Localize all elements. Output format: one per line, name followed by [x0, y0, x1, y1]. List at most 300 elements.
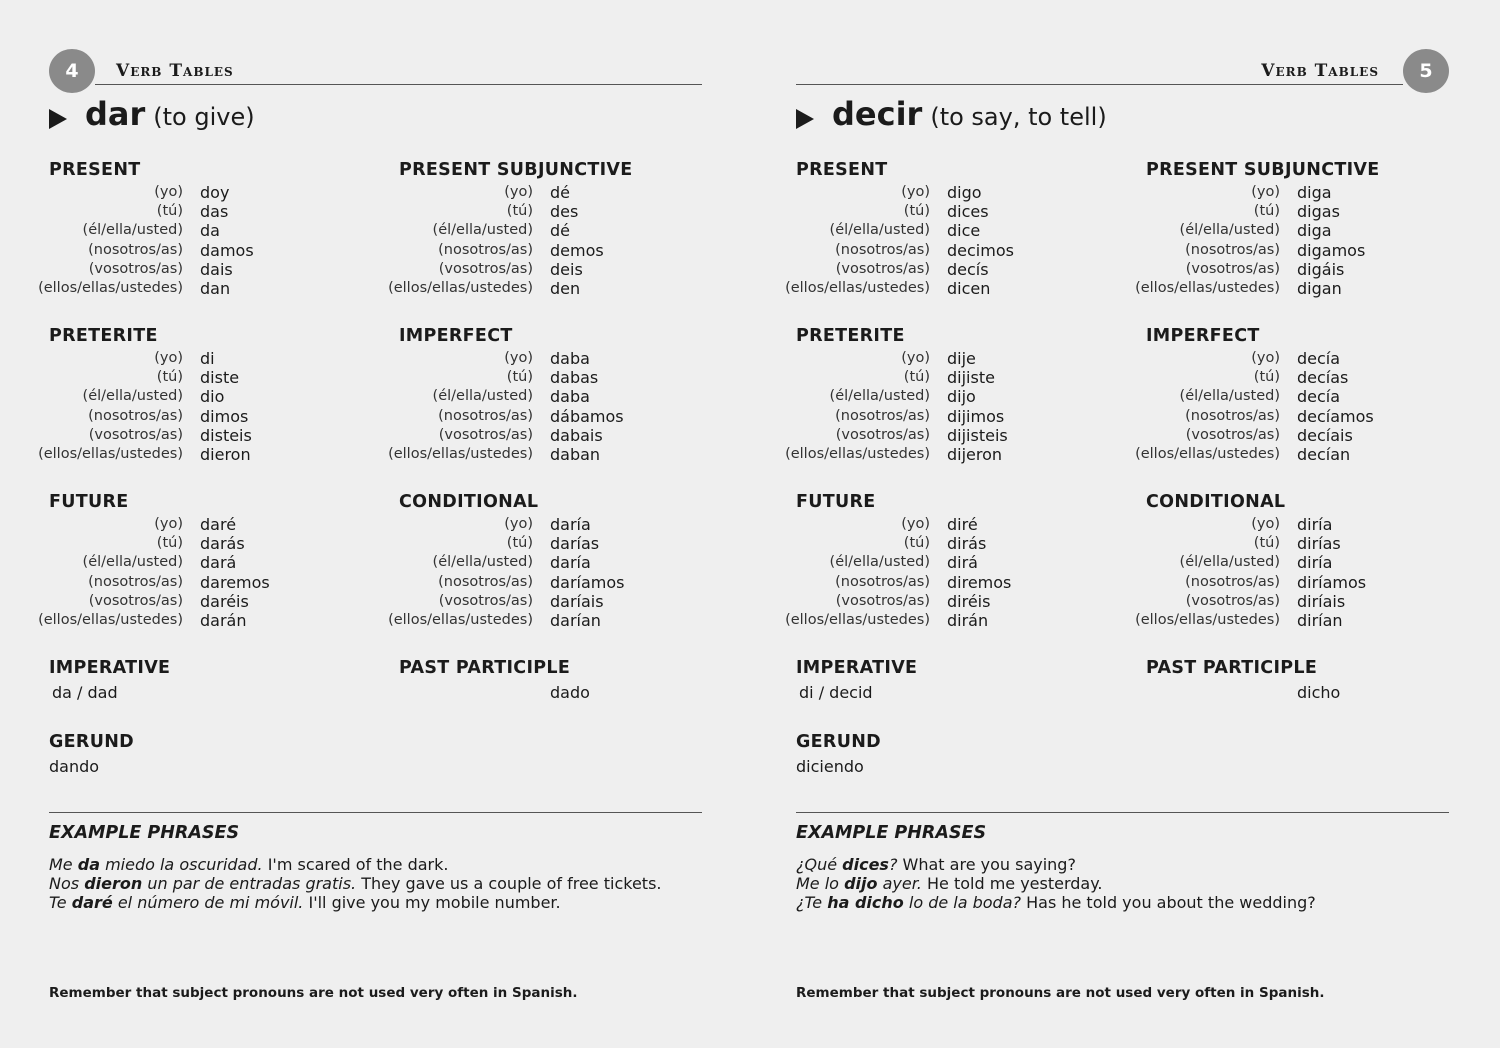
conjugation-row: [796, 407, 1096, 426]
conjugation-row: [796, 241, 1096, 260]
conjugation-row: [49, 221, 349, 240]
example-phrase: [796, 855, 1449, 874]
section-title: PRESENT: [796, 160, 888, 180]
pronoun-label: (ellos/ellas/ustedes): [38, 279, 183, 296]
conjugation-row: [399, 407, 699, 426]
verb-form: dábamos: [550, 406, 624, 426]
conjugation-row: [1146, 573, 1446, 592]
conjugation-row: [399, 553, 699, 572]
conjugation-row: [399, 183, 699, 202]
conjugation-row: [388, 444, 699, 464]
conjugation-row: [1146, 407, 1446, 426]
verb-form: dabas: [550, 368, 599, 388]
section-preterite: [38, 323, 349, 464]
highlighted-verb: dijo: [844, 874, 878, 893]
conjugation-row: [399, 221, 699, 240]
verb-form: diste: [200, 368, 240, 388]
section-conditional: [1135, 489, 1446, 630]
verb-heading: [796, 95, 1107, 133]
example-phrase: [49, 874, 702, 893]
english-translation: I'll give you my mobile number.: [303, 893, 561, 912]
conjugation-row: [49, 368, 349, 387]
pronoun-label: (ellos/ellas/ustedes): [388, 445, 533, 462]
section-present: [38, 157, 349, 298]
verb-form: decíais: [1297, 425, 1353, 445]
example-phrases: [796, 855, 1449, 912]
conjugation-row: [796, 534, 1096, 553]
verb-form: dirás: [947, 534, 987, 554]
english-translation: I'm scared of the dark.: [262, 855, 449, 874]
verb-form: daba: [550, 387, 590, 407]
pronoun-label: (él/ella/usted): [829, 388, 930, 405]
verb-translation: (to say, to tell): [930, 103, 1107, 131]
pronoun-label: (ellos/ellas/ustedes): [388, 279, 533, 296]
pronoun-label: (vosotros/as): [88, 260, 183, 277]
pronoun-label: (vosotros/as): [88, 592, 183, 609]
verb-form: dé: [550, 221, 570, 241]
verb-heading: [49, 95, 255, 133]
section-title: CONDITIONAL: [1146, 492, 1286, 512]
verb-form: dijiste: [947, 368, 995, 388]
verb-form: dan: [200, 278, 231, 298]
conjugation-row: [1146, 534, 1446, 553]
pronoun-label: (yo): [1251, 350, 1280, 366]
verb-form: digo: [947, 183, 982, 202]
section-future: [785, 489, 1096, 630]
section-conditional: [388, 489, 699, 630]
spanish-text: ¿Te: [796, 893, 828, 912]
conjugation-row: [796, 368, 1096, 387]
pronoun-label: (él/ella/usted): [82, 388, 183, 405]
verb-form: decías: [1297, 368, 1349, 388]
pronoun-label: (tú): [903, 369, 930, 386]
conjugation-row: [1146, 426, 1446, 445]
verb-form: diría: [1297, 553, 1333, 573]
spanish-text: lo de la boda?: [903, 893, 1022, 912]
conjugation-row: [49, 592, 349, 611]
verb-form: damos: [200, 240, 254, 260]
conjugation-row: [1146, 183, 1446, 202]
pronoun-label: (tú): [1253, 203, 1280, 220]
pronoun-label: (nosotros/as): [1185, 573, 1280, 590]
pronoun-label: (nosotros/as): [835, 241, 930, 258]
verb-form: decíamos: [1297, 406, 1374, 426]
conjugation-row: [38, 444, 349, 464]
pronoun-label: (nosotros/as): [835, 407, 930, 424]
verb-form: decís: [947, 259, 989, 279]
example-rule: [796, 812, 1449, 813]
pronoun-label: (ellos/ellas/ustedes): [38, 445, 183, 462]
section-title: PRESENT SUBJUNCTIVE: [399, 160, 633, 180]
verb-form: darán: [200, 610, 247, 630]
section-present: [785, 157, 1096, 298]
verb-form: dijimos: [947, 406, 1005, 426]
conjugation-row: [796, 553, 1096, 572]
verb-form: diré: [947, 515, 978, 534]
example-phrase: [796, 874, 1449, 893]
pronoun-label: (ellos/ellas/ustedes): [785, 279, 930, 296]
pronoun-label: (vosotros/as): [1185, 592, 1280, 609]
pronoun-label: (él/ella/usted): [1179, 388, 1280, 405]
verb-form: dijeron: [947, 444, 1003, 464]
verb-form: dice: [947, 221, 981, 241]
spanish-phrase: [49, 855, 263, 874]
verb-form: dieron: [200, 444, 251, 464]
verb-form: diríais: [1297, 591, 1346, 611]
verb-form: dais: [200, 259, 233, 279]
verb-form: den: [550, 278, 581, 298]
conjugation-row: [399, 387, 699, 406]
verb-form: di: [200, 349, 215, 368]
conjugation-row: [399, 368, 699, 387]
pronoun-label: (tú): [506, 369, 533, 386]
conjugation-row: [49, 349, 349, 368]
spanish-text: ayer.: [877, 874, 922, 893]
verb-form: dirías: [1297, 534, 1341, 554]
verb-form: daré: [200, 515, 237, 534]
section-title: FUTURE: [49, 492, 129, 512]
past-participle-form: dado: [550, 683, 590, 702]
conjugation-row: [399, 349, 699, 368]
conjugation-row: [1146, 349, 1446, 368]
verb-form: dices: [947, 202, 989, 222]
section-future: [38, 489, 349, 630]
verb-form: dabais: [550, 425, 603, 445]
pronoun-label: (yo): [154, 516, 183, 532]
conjugation-row: [49, 202, 349, 221]
conjugation-row: [388, 278, 699, 298]
section-preterite: [785, 323, 1096, 464]
right-page: [785, 0, 1449, 1048]
header-rule: [796, 84, 1403, 85]
verb-form: dije: [947, 349, 976, 368]
verb-form: dicen: [947, 278, 991, 298]
pronoun-label: (tú): [506, 203, 533, 220]
highlighted-verb: dieron: [84, 874, 143, 893]
pronoun-label: (vosotros/as): [835, 426, 930, 443]
conjugation-row: [49, 573, 349, 592]
pronoun-label: (vosotros/as): [438, 260, 533, 277]
pronoun-label: (él/ella/usted): [432, 388, 533, 405]
pronoun-label: (vosotros/as): [88, 426, 183, 443]
conjugation-row: [1135, 278, 1446, 298]
section-title: PAST PARTICIPLE: [399, 658, 571, 678]
conjugation-row: [796, 515, 1096, 534]
verb-form: dijisteis: [947, 425, 1008, 445]
section-title: IMPERATIVE: [796, 658, 918, 678]
conjugation-row: [796, 260, 1096, 279]
conjugation-row: [785, 444, 1096, 464]
verb-form: digas: [1297, 202, 1340, 222]
example-phrase: [796, 893, 1449, 912]
verb-form: decía: [1297, 387, 1341, 407]
pronoun-label: (tú): [506, 535, 533, 552]
pronoun-label: (ellos/ellas/ustedes): [1135, 611, 1280, 628]
left-page: [38, 0, 702, 1048]
section-title: IMPERFECT: [399, 326, 513, 346]
pronoun-label: (yo): [504, 350, 533, 366]
conjugation-row: [1146, 387, 1446, 406]
verb-form: das: [200, 202, 229, 222]
verb-form: digan: [1297, 278, 1342, 298]
english-translation: He told me yesterday.: [921, 874, 1103, 893]
conjugation-row: [399, 573, 699, 592]
verb-form: dará: [200, 553, 237, 573]
pronoun-label: (vosotros/as): [438, 426, 533, 443]
verb-form: disteis: [200, 425, 252, 445]
pronoun-label: (yo): [1251, 184, 1280, 200]
conjugation-row: [1146, 368, 1446, 387]
spanish-text: Te: [49, 893, 72, 912]
conjugation-row: [399, 426, 699, 445]
verb-form: doy: [200, 183, 230, 202]
pronoun-label: (yo): [1251, 516, 1280, 532]
pronoun-label: (yo): [901, 350, 930, 366]
pronoun-label: (ellos/ellas/ustedes): [388, 611, 533, 628]
play-triangle-icon: [796, 109, 814, 129]
pronoun-label: (yo): [901, 516, 930, 532]
conjugation-row: [796, 426, 1096, 445]
spanish-phrase: [49, 893, 303, 912]
verb-form: diga: [1297, 183, 1332, 202]
pronoun-label: (tú): [1253, 369, 1280, 386]
pronoun-label: (yo): [504, 184, 533, 200]
verb-form: des: [550, 202, 579, 222]
past-participle-form: dicho: [1297, 683, 1341, 702]
pronoun-label: (yo): [154, 184, 183, 200]
spanish-text: un par de entradas gratis.: [142, 874, 357, 893]
section-title: PAST PARTICIPLE: [1146, 658, 1318, 678]
english-translation: What are you saying?: [897, 855, 1076, 874]
conjugation-row: [399, 260, 699, 279]
conjugation-row: [796, 183, 1096, 202]
section-title: GERUND: [796, 732, 881, 752]
conjugation-row: [49, 387, 349, 406]
conjugation-row: [1146, 592, 1446, 611]
section-title: IMPERATIVE: [49, 658, 171, 678]
verb-form: daréis: [200, 591, 249, 611]
verb-form: daban: [550, 444, 601, 464]
spanish-text: miedo la oscuridad.: [99, 855, 263, 874]
header-rule: [95, 84, 702, 85]
page-number-badge: 5: [1403, 49, 1449, 93]
conjugation-row: [1146, 241, 1446, 260]
pronoun-label: (nosotros/as): [1185, 241, 1280, 258]
verb-form: daría: [550, 515, 591, 534]
conjugation-row: [49, 260, 349, 279]
imperative-forms: da / dad: [52, 683, 118, 702]
spanish-text: Nos: [49, 874, 85, 893]
running-header: Verb Tables: [116, 61, 234, 81]
verb-form: dirán: [947, 610, 989, 630]
conjugation-row: [785, 610, 1096, 630]
pronoun-label: (tú): [156, 203, 183, 220]
verb-form: daríais: [550, 591, 604, 611]
pronoun-label: (vosotros/as): [1185, 260, 1280, 277]
section-title: PRETERITE: [796, 326, 905, 346]
conjugation-row: [785, 278, 1096, 298]
conjugation-row: [1146, 260, 1446, 279]
conjugation-row: [1135, 444, 1446, 464]
pronoun-label: (él/ella/usted): [829, 554, 930, 571]
verb-form: daríamos: [550, 572, 625, 592]
verb-form: daría: [550, 553, 591, 573]
verb-form: dimos: [200, 406, 249, 426]
conjugation-row: [49, 407, 349, 426]
running-header: Verb Tables: [1261, 61, 1379, 81]
verb-form: dé: [550, 183, 570, 202]
pronoun-label: (yo): [901, 184, 930, 200]
conjugation-row: [796, 387, 1096, 406]
conjugation-row: [399, 515, 699, 534]
conjugation-row: [796, 592, 1096, 611]
section-title: PRESENT SUBJUNCTIVE: [1146, 160, 1380, 180]
pronoun-label: (nosotros/as): [438, 573, 533, 590]
conjugation-row: [49, 534, 349, 553]
verb-form: diremos: [947, 572, 1012, 592]
conjugation-row: [796, 221, 1096, 240]
conjugation-row: [49, 426, 349, 445]
conjugation-row: [796, 349, 1096, 368]
spanish-text: ?: [888, 855, 898, 874]
pronoun-label: (ellos/ellas/ustedes): [785, 445, 930, 462]
section-gerund: [49, 729, 349, 779]
spanish-phrase: [796, 855, 897, 874]
verb-form: digamos: [1297, 240, 1366, 260]
pronoun-label: (nosotros/as): [438, 407, 533, 424]
verb-form: daba: [550, 349, 590, 368]
pronoun-label: (nosotros/as): [88, 573, 183, 590]
pronoun-label: (él/ella/usted): [1179, 554, 1280, 571]
section-title: CONDITIONAL: [399, 492, 539, 512]
verb-form: darías: [550, 534, 600, 554]
section-present-subjunctive: [388, 157, 699, 298]
verb-infinitive: decir: [832, 95, 923, 133]
conjugation-row: [1146, 202, 1446, 221]
pronoun-label: (nosotros/as): [88, 407, 183, 424]
conjugation-row: [49, 515, 349, 534]
section-title: PRESENT: [49, 160, 141, 180]
section-title: IMPERFECT: [1146, 326, 1260, 346]
example-phrase: [49, 855, 702, 874]
highlighted-verb: daré: [71, 893, 113, 912]
english-translation: They gave us a couple of free tickets.: [356, 874, 662, 893]
pronoun-label: (vosotros/as): [438, 592, 533, 609]
pronoun-label: (yo): [504, 516, 533, 532]
verb-form: daremos: [200, 572, 270, 592]
section-gerund: [796, 729, 1096, 779]
conjugation-row: [49, 553, 349, 572]
spanish-text: el número de mi móvil.: [112, 893, 304, 912]
conjugation-row: [388, 610, 699, 630]
page-number-badge: 4: [49, 49, 95, 93]
verb-form: deis: [550, 259, 583, 279]
section-title: FUTURE: [796, 492, 876, 512]
verb-translation: (to give): [153, 103, 255, 131]
example-phrases: [49, 855, 702, 912]
footer-note: Remember that subject pronouns are not used very often in Spanish.: [796, 985, 1325, 1001]
verb-form: decía: [1297, 349, 1341, 368]
section-past-participle: [399, 655, 699, 705]
verb-form: dirían: [1297, 610, 1343, 630]
pronoun-label: (tú): [903, 535, 930, 552]
pronoun-label: (tú): [1253, 535, 1280, 552]
conjugation-row: [796, 573, 1096, 592]
highlighted-verb: da: [77, 855, 100, 874]
conjugation-row: [796, 202, 1096, 221]
conjugation-row: [1146, 553, 1446, 572]
verb-form: da: [200, 221, 220, 241]
pronoun-label: (vosotros/as): [835, 592, 930, 609]
verb-form: dirá: [947, 553, 978, 573]
pronoun-label: (tú): [156, 369, 183, 386]
verb-form: diga: [1297, 221, 1332, 241]
example-rule: [49, 812, 702, 813]
section-present-subjunctive: [1135, 157, 1446, 298]
pronoun-label: (él/ella/usted): [829, 222, 930, 239]
verb-form: diréis: [947, 591, 991, 611]
pronoun-label: (nosotros/as): [1185, 407, 1280, 424]
english-translation: Has he told you about the wedding?: [1021, 893, 1316, 912]
conjugation-row: [399, 534, 699, 553]
pronoun-label: (vosotros/as): [835, 260, 930, 277]
section-imperative: [49, 655, 349, 705]
pronoun-label: (ellos/ellas/ustedes): [1135, 279, 1280, 296]
gerund-form: dando: [49, 757, 100, 776]
spanish-text: ¿Qué: [796, 855, 843, 874]
verb-infinitive: dar: [85, 95, 146, 133]
example-phrases-title: EXAMPLE PHRASES: [49, 823, 240, 843]
verb-form: diríamos: [1297, 572, 1367, 592]
pronoun-label: (vosotros/as): [1185, 426, 1280, 443]
spanish-phrase: [796, 874, 922, 893]
conjugation-row: [1146, 221, 1446, 240]
pronoun-label: (él/ella/usted): [82, 222, 183, 239]
pronoun-label: (él/ella/usted): [82, 554, 183, 571]
section-imperative: [796, 655, 1096, 705]
conjugation-row: [399, 241, 699, 260]
pronoun-label: (yo): [154, 350, 183, 366]
example-phrases-title: EXAMPLE PHRASES: [796, 823, 987, 843]
section-imperfect: [1135, 323, 1446, 464]
gerund-form: diciendo: [796, 757, 864, 776]
pronoun-label: (él/ella/usted): [1179, 222, 1280, 239]
verb-form: darás: [200, 534, 245, 554]
spanish-text: Me: [49, 855, 78, 874]
highlighted-verb: dices: [842, 855, 889, 874]
example-phrase: [49, 893, 702, 912]
pronoun-label: (ellos/ellas/ustedes): [785, 611, 930, 628]
verb-form: digáis: [1297, 259, 1345, 279]
conjugation-row: [38, 610, 349, 630]
conjugation-row: [49, 241, 349, 260]
verb-form: diría: [1297, 515, 1333, 534]
pronoun-label: (nosotros/as): [88, 241, 183, 258]
conjugation-row: [399, 202, 699, 221]
pronoun-label: (tú): [903, 203, 930, 220]
conjugation-row: [38, 278, 349, 298]
section-past-participle: [1146, 655, 1446, 705]
pronoun-label: (tú): [156, 535, 183, 552]
verb-form: decimos: [947, 240, 1014, 260]
highlighted-verb: ha dicho: [827, 893, 904, 912]
pronoun-label: (él/ella/usted): [432, 222, 533, 239]
verb-form: decían: [1297, 444, 1351, 464]
section-imperfect: [388, 323, 699, 464]
verb-form: darían: [550, 610, 601, 630]
spanish-text: Me lo: [796, 874, 845, 893]
pronoun-label: (él/ella/usted): [432, 554, 533, 571]
